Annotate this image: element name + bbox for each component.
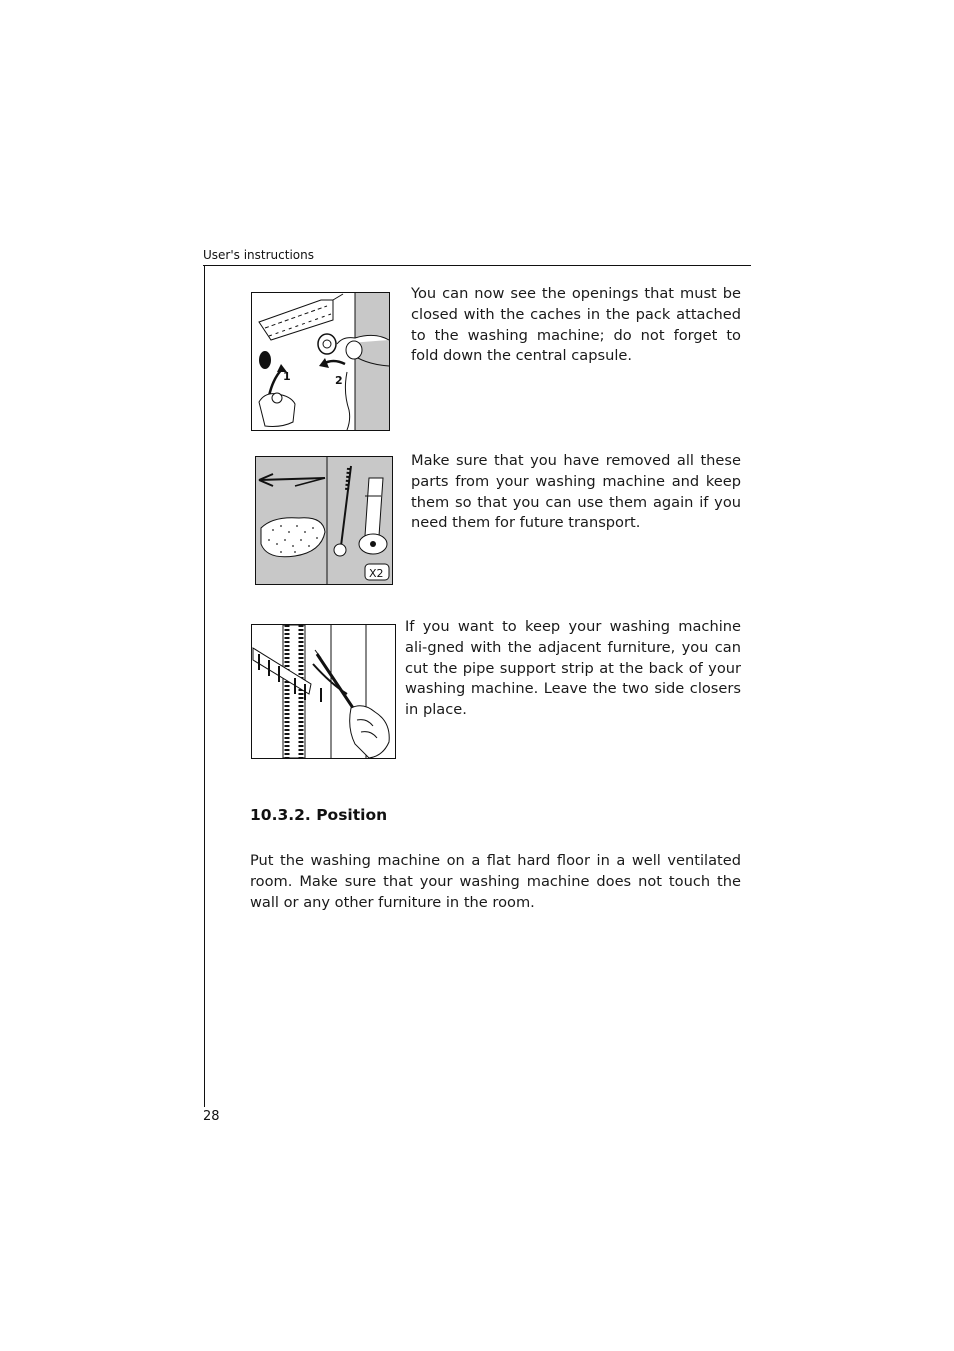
illustration-insert-caches-drawing xyxy=(251,292,390,431)
instruction-cut-strip: If you want to keep your washing machine ali-gned with the adjacent furniture, you can cut the pipe support strip at the back of your washing machine. Leave the two side closers in place. xyxy=(405,618,741,719)
page-number: 28 xyxy=(203,1109,220,1124)
side-rule xyxy=(204,265,205,1107)
instruction-caches: You can now see the openings that must be closed with the caches in the pack attached to the washing machine; do not forget to fold down the central capsule. xyxy=(411,285,741,365)
instruction-position: Put the washing machine on a flat hard floor in a well ventilated room. Make sure that your washing machine does not touch the wall or any other furniture in the room. xyxy=(250,852,741,911)
step-1-label: 1 xyxy=(283,370,291,383)
instruction-keep-parts: Make sure that you have removed all these parts from your washing machine and keep them so that you can use them again if you need them for future transport. xyxy=(411,452,741,532)
quantity-label: X2 xyxy=(369,567,384,580)
header-rule xyxy=(203,265,751,266)
illustration-removed-parts-drawing xyxy=(255,456,393,585)
illustration-cut-support-strip-drawing xyxy=(251,624,396,759)
running-header: User's instructions xyxy=(203,248,314,262)
section-heading: 10.3.2. Position xyxy=(250,806,388,824)
illustration-cut-support-strip xyxy=(251,624,396,759)
illustration-removed-parts xyxy=(255,456,393,585)
illustration-insert-caches xyxy=(251,292,390,431)
step-2-label: 2 xyxy=(335,374,343,387)
